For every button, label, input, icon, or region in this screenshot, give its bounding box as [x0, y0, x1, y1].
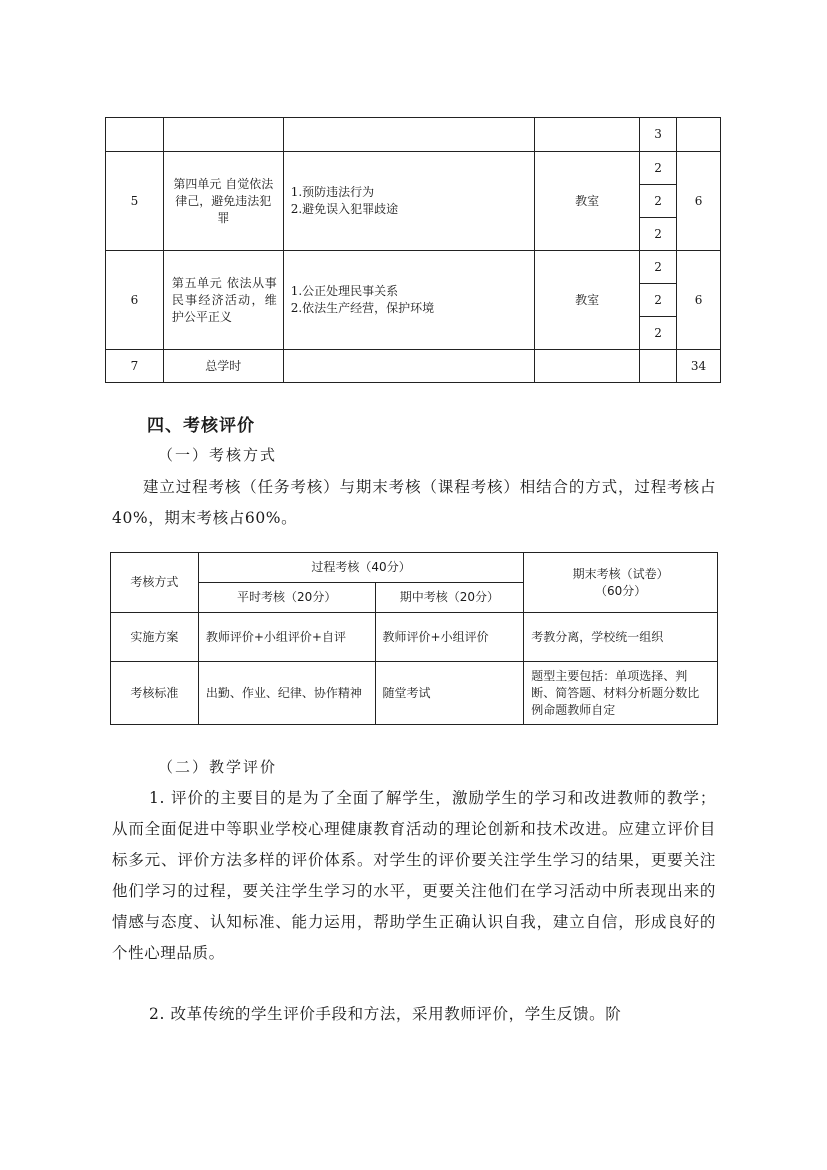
section-heading: 四、考核评价	[147, 416, 255, 436]
schedule-hours: 2	[640, 284, 677, 317]
schedule-unit	[163, 118, 283, 152]
row-label: 考核标准	[111, 662, 199, 725]
header-midterm: 期中考核（20分）	[375, 583, 524, 613]
schedule-total: 34	[677, 350, 721, 383]
schedule-no	[106, 118, 164, 152]
cell-regular: 出勤、作业、纪律、协作精神	[198, 662, 375, 725]
header-final-points: （60分）	[595, 583, 647, 598]
evaluation-paragraph-2: 2. 改革传统的学生评价手段和方法，采用教师评价，学生反馈。阶	[149, 1005, 622, 1023]
table-row	[106, 118, 721, 152]
cell-regular: 教师评价+小组评价+自评	[198, 613, 375, 662]
intro-paragraph: 建立过程考核（任务考核）与期末考核（课程考核）相结合的方式，过程考核占40%，期末考核占60%。	[112, 478, 716, 527]
schedule-no: 7	[106, 350, 164, 383]
schedule-hours: 2	[640, 185, 677, 218]
schedule-unit: 第四单元 自觉依法律己，避免违法犯罪	[163, 152, 283, 251]
table-row	[111, 662, 718, 725]
schedule-total: 6	[677, 251, 721, 350]
schedule-hours	[640, 350, 677, 383]
schedule-location	[535, 350, 640, 383]
header-regular: 平时考核（20分）	[198, 583, 375, 613]
assessment-table	[110, 552, 718, 725]
cell-final: 题型主要包括：单项选择、判断、简答题、材料分析题分数比例命题教师自定	[524, 662, 718, 725]
content-item: 2.避免误入犯罪歧途	[290, 202, 399, 216]
schedule-content	[283, 152, 535, 251]
subsection-heading: （二）教学评价	[158, 758, 278, 776]
content-item: 1.预防违法行为	[290, 185, 375, 199]
schedule-content	[283, 118, 535, 152]
schedule-content	[283, 350, 535, 383]
cell-final: 考教分离，学校统一组织	[524, 613, 718, 662]
table-row	[106, 152, 721, 185]
table-row	[106, 251, 721, 284]
schedule-hours: 2	[640, 152, 677, 185]
header-process: 过程考核（40分）	[198, 553, 523, 583]
schedule-hours: 3	[640, 118, 677, 152]
header-final-label: 期末考核（试卷）	[572, 566, 669, 581]
schedule-hours: 2	[640, 317, 677, 350]
evaluation-paragraph-1: 1. 评价的主要目的是为了全面了解学生，激励学生的学习和改进教师的教学；从而全面促进中等职业学校心理健康教育活动的理论创新和技术改进。应建立评价目标多元、评价方法多样的评价体系。对学生的评价要关注学生学习的结果，更要关注他们学习的过程，要关注学生学习的水平，更要关注他们在学习活动中所表现出来的情感与态度、认知标准、能力运用，帮助学生正确认识自我，建立自信，形成良好的个性心理品质。	[112, 789, 716, 962]
schedule-location	[535, 118, 640, 152]
schedule-table	[105, 117, 721, 383]
cell-midterm: 教师评价+小组评价	[375, 613, 524, 662]
subsection-heading: （一）考核方式	[158, 446, 278, 464]
schedule-hours: 2	[640, 218, 677, 251]
schedule-location: 教室	[535, 251, 640, 350]
schedule-no: 6	[106, 251, 164, 350]
schedule-total: 6	[677, 152, 721, 251]
cell-midterm: 随堂考试	[375, 662, 524, 725]
schedule-location: 教室	[535, 152, 640, 251]
header-final	[524, 553, 718, 613]
content-item: 1.公正处理民事关系	[290, 284, 399, 298]
content-item: 2.依法生产经营，保护环境	[290, 301, 435, 315]
row-label: 实施方案	[111, 613, 199, 662]
table-row	[111, 613, 718, 662]
schedule-unit: 第五单元 依法从事民事经济活动，维护公平正义	[163, 251, 283, 350]
schedule-content	[283, 251, 535, 350]
schedule-no: 5	[106, 152, 164, 251]
schedule-unit: 总学时	[163, 350, 283, 383]
schedule-total	[677, 118, 721, 152]
schedule-hours: 2	[640, 251, 677, 284]
header-method: 考核方式	[111, 553, 199, 613]
table-row	[106, 350, 721, 383]
